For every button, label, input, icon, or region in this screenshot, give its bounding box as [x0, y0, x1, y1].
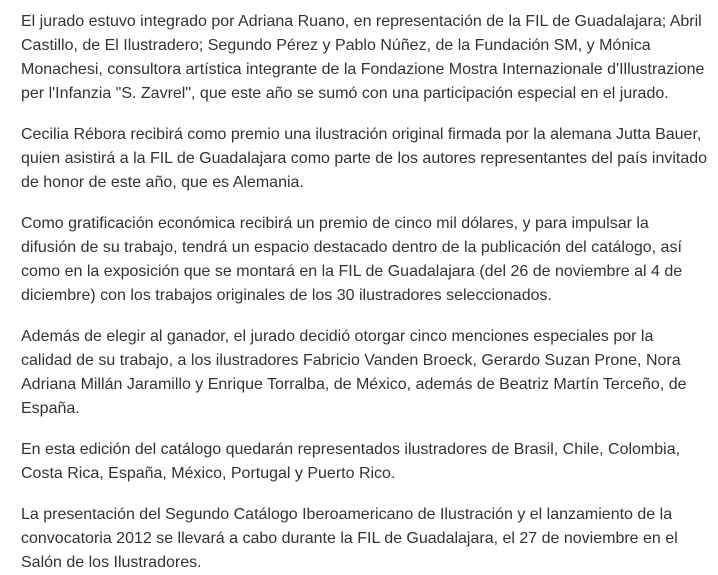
paragraph-special-mentions: Además de elegir al ganador, el jurado decidió otorgar cinco menciones especiales por la calidad de su trabajo, a los ilustradores Fabricio Vanden Broeck, Gerardo Suzan Prone, Nora Adriana Millán Jaramillo y Enrique Torralba, de México, además de Beatriz Martín Terceño, de España.	[21, 328, 687, 417]
paragraph-countries: En esta edición del catálogo quedarán representados ilustradores de Brasil, Chile, Colombia, Costa Rica, España, México, Portugal y Puerto Rico.	[21, 441, 681, 482]
paragraph-jury: El jurado estuvo integrado por Adriana Ruano, en representación de la FIL de Guadalajara; Abril Castillo, de El Ilustradero; Segundo Pérez y Pablo Núñez, de la Fundación SM, y Mónica Monachesi, consultora artística integrante de la Fondazione Mostra Internazionale d'Illustrazione per l'Infanzia "S. Zavrel", que este año se sumó con una participación especial en el jurado.	[21, 13, 705, 102]
paragraph-presentation: La presentación del Segundo Catálogo Iberoamericano de Ilustración y el lanzamiento de la convocatoria 2012 se llevará a cabo durante la FIL de Guadalajara, el 27 de noviembre en el Salón de los Ilustradores.	[21, 506, 678, 571]
paragraph-prize-illustration: Cecilia Rébora recibirá como premio una ilustración original firmada por la alemana Jutta Bauer, quien asistirá a la FIL de Guadalajara como parte de los autores representantes del país invitado de honor de este año, que es Alemania.	[21, 126, 708, 191]
paragraph-prize-money: Como gratificación económica recibirá un premio de cinco mil dólares, y para impulsar la difusión de su trabajo, tendrá un espacio destacado dentro de la publicación del catálogo, así como en la exposición que se montará en la FIL de Guadalajara (del 26 de noviembre al 4 de diciembre) con los trabajos originales de los 30 ilustradores seleccionados.	[21, 215, 683, 304]
